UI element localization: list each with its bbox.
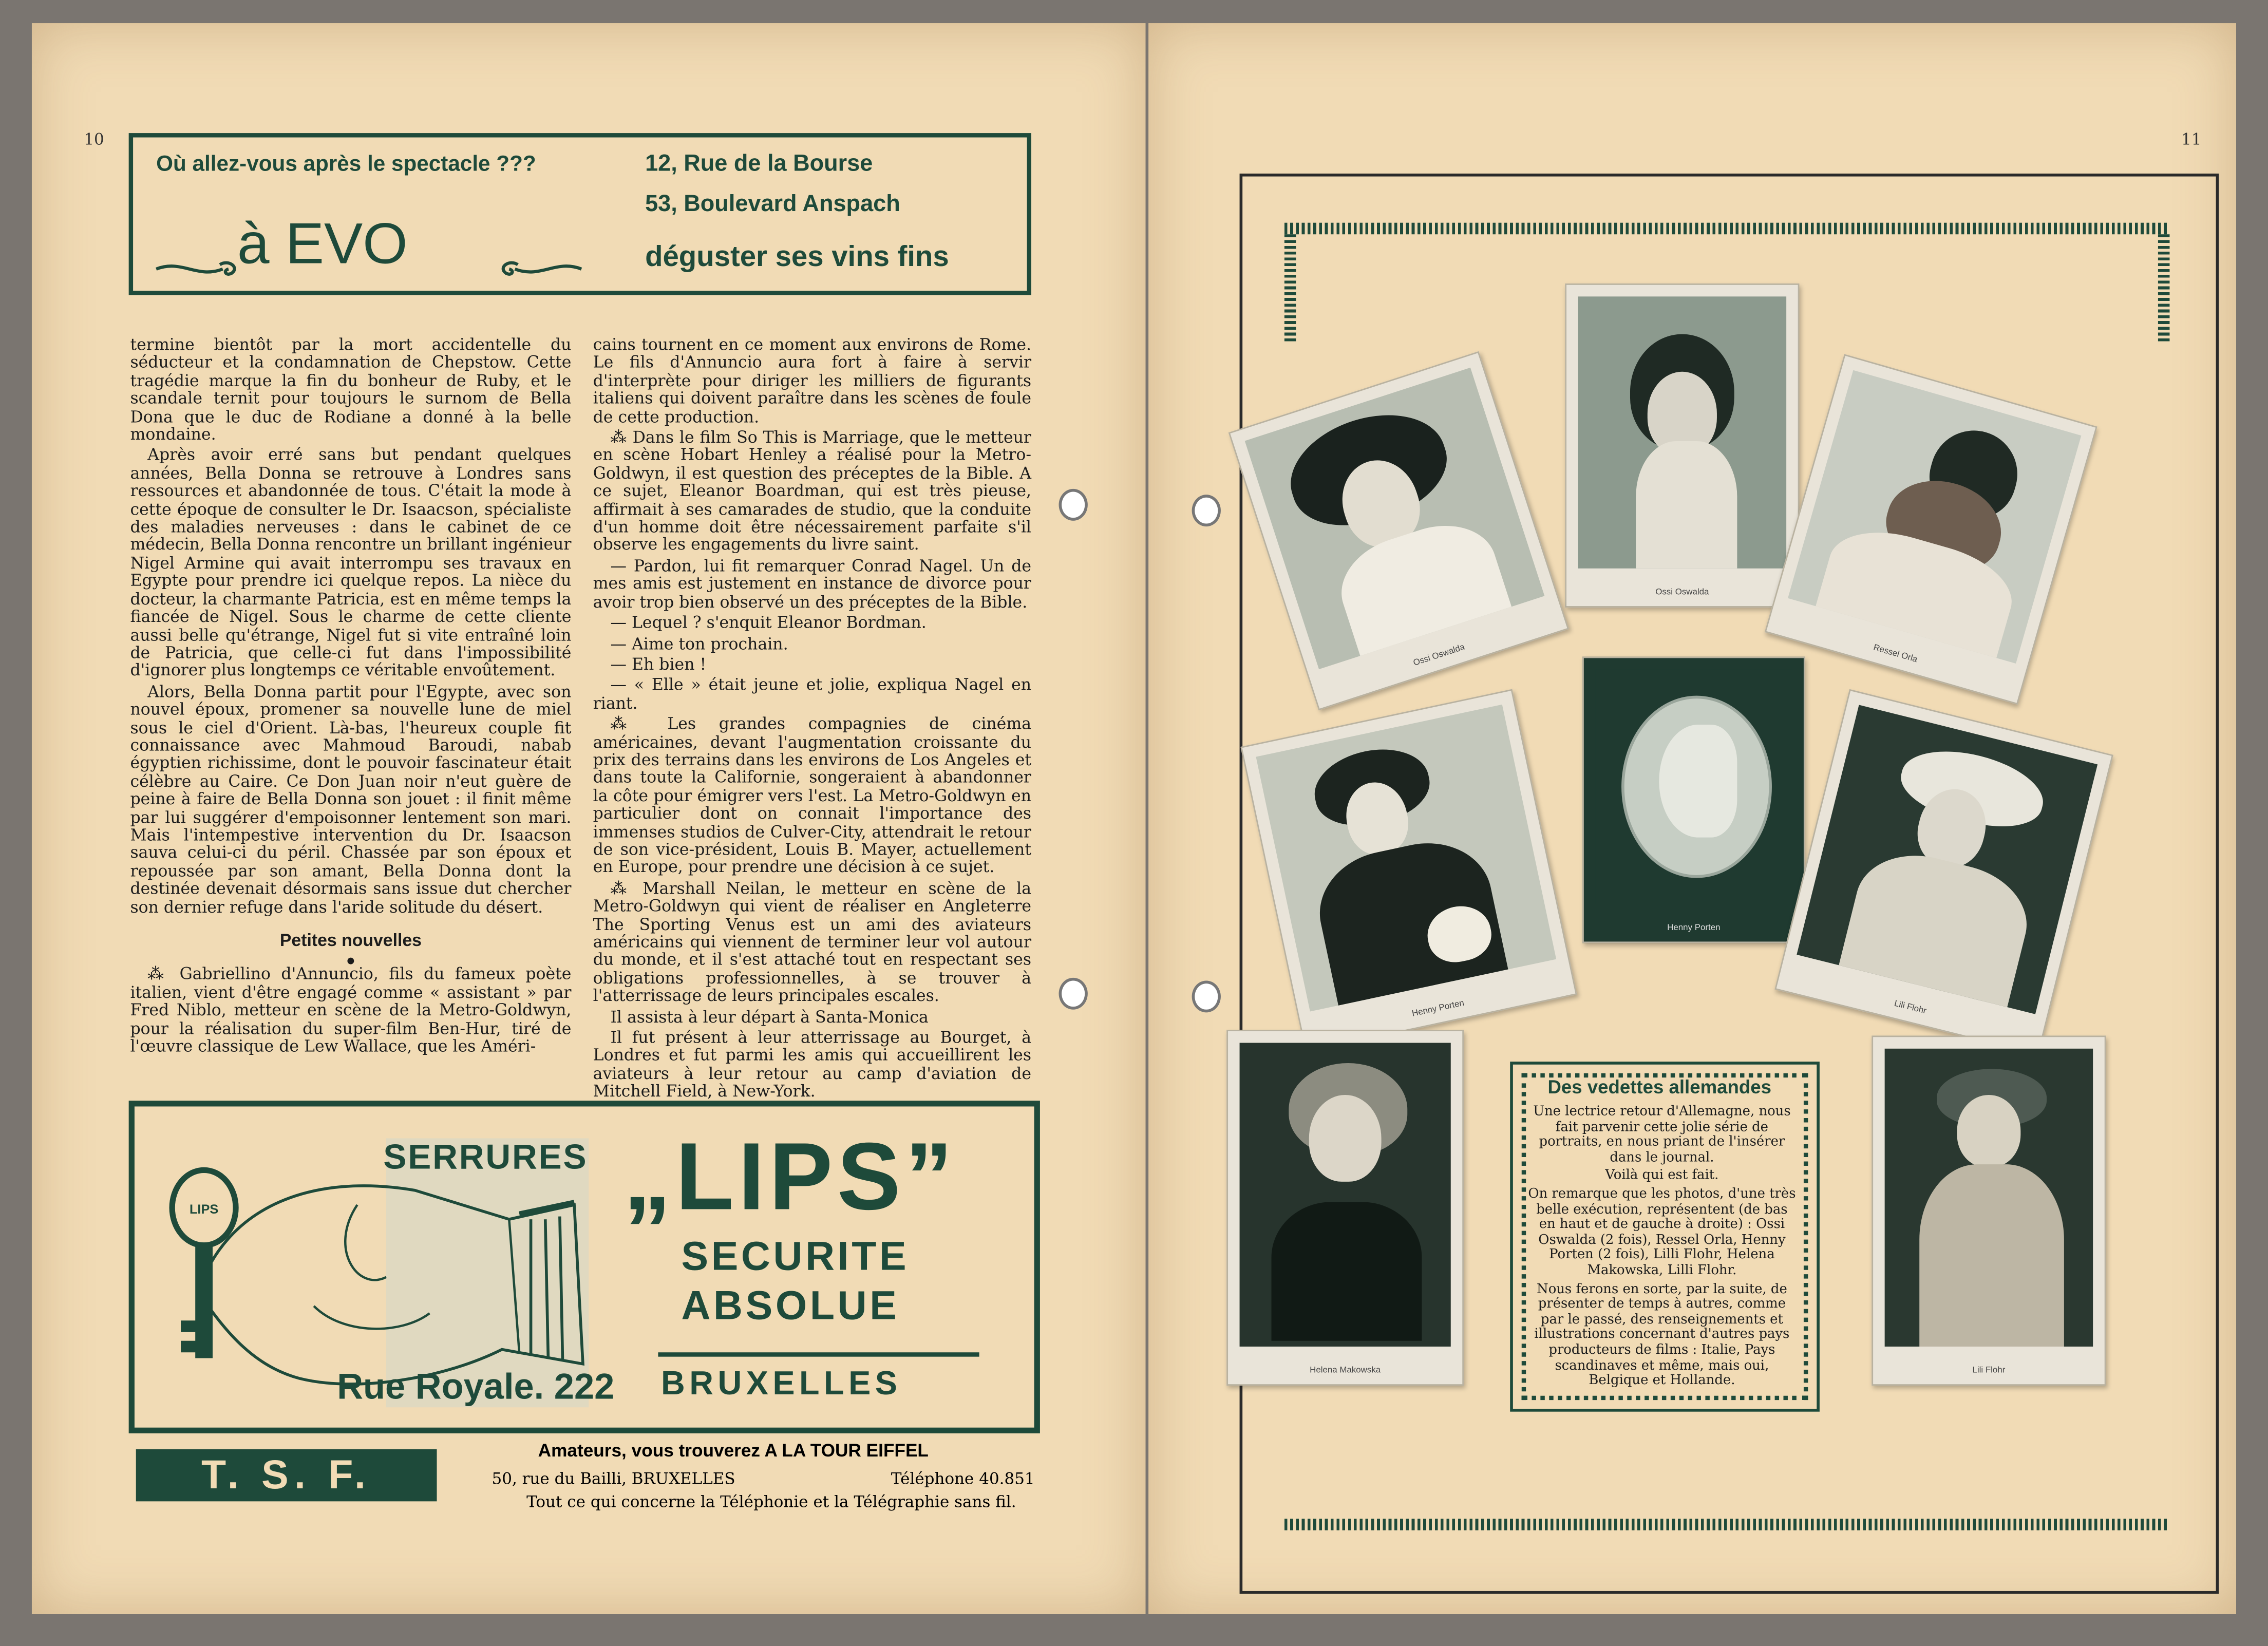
evo-brand: à EVO [237,212,408,276]
punch-hole [1059,489,1088,521]
paragraph: Il fut présent à leur atterrissage au Bourget, à Londres et fut parmi les amis qui accueillirent les aviateurs à leur retour au camp d'aviation de Mitchell Field, à New-York. [593,1028,1032,1101]
photo-caption: Ossi Oswalda [1655,589,1709,598]
article-column-right [593,337,1031,1104]
divider [658,1352,979,1356]
paragraph: Alors, Bella Donna partit pour l'Egypte, avec son nouvel époux, promener sa nouvelle lune de miel sous le ciel d'Orient. Là-bas, l'heureux couple fit connaissance avec Mahmoud Baroudi, nabab égyptien richissime, dont le pouvoir fascinateur était célèbre au Caire. Ce Don Juan noir n'eut guère de peine à faire de Bella Donna son jouet : il finit même par lui suggérer d'empoisonner lentement son mari. Mais l'intempestive intervention du Dr. Isaacson sauva celui-ci du péril. Chassée par son époux et repoussée par son amant, Bella Donna dont la destinée devenait désormais sans issue dut chercher son dernier refuge dans l'aride solitude du désert. [130,682,572,917]
paragraph: — Pardon, lui fit remarquer Conrad Nagel. Un de mes amis est justement en instance de divorce pour avoir trop bien observé un des préceptes de la Bible. [593,556,1032,612]
portrait-photo [1885,1049,2093,1347]
article-column-left [130,337,571,1060]
left-page [32,23,1146,1614]
section-heading: Petites nouvelles [279,930,422,951]
paragraph: Il assista à leur départ à Santa-Monica [610,1007,929,1027]
paragraph: Après avoir erré sans but pendant quelques années, Bella Donna se retrouve à Londres sans ressources et abandonnée de tous. C'était la mode à cette époque de consulter le Dr. Isaacson, spécialiste des maladies nerveuses : dans le cabinet de ce médecin, Bella Donna rencontre un brillant ingénieur Nigel Armine qui avait interrompu ses travaux en Egypte pour prendre ici quelque repos. La nièce du docteur, la charmante Patricia, est en même temps la fiancée de Nigel. Sous le charme de cette cliente aussi belle qu'étrange, Nigel fut si vite entraîné loin de Patricia, que celle-ci fut dans l'impossibilité d'ignorer plus longtemps ce véritable envoûtement. [130,446,572,680]
absolue-label: ABSOLUE [681,1283,900,1328]
portrait-photo [1578,296,1787,568]
photo-card [1872,1035,2106,1386]
dotted-border [1284,1519,2170,1530]
photo-caption: Henny Porten [1411,999,1465,1019]
tsf-line-1: Amateurs, vous trouverez A LA TOUR EIFFEL [538,1441,929,1461]
photo-caption: Ossi Oswalda [1412,644,1466,669]
punch-hole [1192,495,1221,526]
page-number: 11 [2181,130,2202,149]
lips-advertisement [129,1101,1040,1433]
key-label: LIPS [189,1202,219,1217]
flourish-left-icon [154,256,243,282]
paragraph: — Lequel ? s'enquit Eleanor Bordman. [610,613,927,632]
paragraph: ⁂ Gabriellino d'Annuncio, fils du fameux poète italien, vient d'être engagé comme « assistant » par Fred Niblo, metteur en scène de la Metro-Goldwyn, pour la réalisation du super-film Ben-Hur, tiré de l'œuvre classique de Lew Wallace, que les Améri- [130,965,572,1056]
evo-tagline: déguster ses vins fins [645,241,949,274]
evo-advertisement [129,133,1031,295]
tsf-line-3: Tout ce qui concerne la Téléphonie et la Télégraphie sans fil. [526,1492,1016,1512]
photo-caption: Lili Flohr [1972,1367,2006,1376]
right-page [1148,23,2236,1614]
lips-city: BRUXELLES [661,1364,902,1402]
dotted-border [1284,223,2170,235]
tsf-badge: T. S. F. [136,1449,437,1501]
paragraph: On remarque que les photos, d'une très belle exécution, représentent (de bas en haut et de gauche à droite) : Ossi Oswalda (2 fois), Ressel Orla, Henny Porten (2 fois), Lilli Flohr, Helena Makowska, Lilli Flohr. [1528,1186,1796,1279]
vedettes-title: Des vedettes allemandes [1547,1076,1771,1098]
page-number: 10 [84,130,104,149]
vedettes-text [1527,1105,1797,1393]
paragraph: ⁂ Dans le film So This is Marriage, que le metteur en scène Hobart Henley a réalisé pour la Metro-Goldwyn, il est question des préceptes de la Bible. A ce sujet, Eleanor Boardman, qui est très pieuse, affirmait à ses camarades de studio, que la conduite d'un homme doit être nécessairement parfaite s'il observe les engagements du livre saint. [593,428,1032,555]
photo-card [1565,283,1799,608]
paragraph: Nous ferons en sorte, par la suite, de présenter de temps à autres, comme par le passé, des renseignements et illustrations concernant d'autres pays producteurs de films : Italie, Pays scandinaves et même, mais oui, Belgique et Hollande. [1534,1280,1790,1389]
evo-question: Où allez-vous après le spectacle ??? [156,152,536,177]
evo-address-2: 53, Boulevard Anspach [645,192,900,217]
portrait-photo [1240,1043,1451,1347]
photo-caption: Lili Flohr [1893,1000,1927,1017]
photo-caption: Helena Makowska [1310,1367,1381,1376]
portrait-photo [1797,705,2097,1014]
tsf-address: 50, rue du Bailli, BRUXELLES [492,1469,735,1488]
tsf-phone: Téléphone 40.851 [891,1469,1035,1488]
securite-label: SECURITE [681,1234,910,1279]
photo-caption: Henny Porten [1667,924,1721,933]
paragraph: Voilà qui est fait. [1605,1167,1719,1184]
paragraph: Une lectrice retour d'Allemagne, nous fait parvenir cette jolie série de portraits, en nous priant de l'insérer dans le journal. [1533,1103,1791,1166]
punch-hole [1192,980,1221,1012]
photo-caption: Ressel Orla [1872,644,1918,665]
paragraph: termine bientôt par la mort accidentelle du séducteur et la condamnation de Chepstow. Cette tragédie marque la fin du bonheur de Ruby, et le scandale ternit pour toujours le surnom de Bella Dona que le duc de Rodiane a donné à la belle mondaine. [130,335,572,444]
evo-address-1: 12, Rue de la Bourse [645,152,873,177]
paragraph: — Eh bien ! [610,655,707,674]
photo-card [1582,657,1805,943]
paragraph: — « Elle » était jeune et jolie, expliqua Nagel en riant. [593,676,1032,713]
paragraph: cains tournent en ce moment aux environs de Rome. Le fils d'Annuncio aura fort à faire à servir d'interprète pour diriger les milliers de figurants italiens qui doivent paraître dans les scènes de foule de cette production. [593,335,1032,426]
dotted-border [1284,234,1296,343]
paragraph: — Aime ton prochain. [610,634,788,653]
paragraph: ⁂ Les grandes compagnies de cinéma américaines, devant l'augmentation croissante du prix des terrains dans les environs de Los Angeles et dans toute la Californie, songeraient à abandonner la côte pour émigrer vers l'est. La Metro-Goldwyn en particulier dont on connait l'importance des immenses studios de Culver-City, attendrait le retour de son vice-président, Louis B. Mayer, actuellement en Europe, pour prendre une décision à ce sujet. [593,714,1032,877]
portrait-photo [1595,670,1792,904]
bullet-ornament-icon: ● [347,956,355,967]
lips-address: Rue Royale. 222 [337,1367,615,1408]
dotted-border [2158,234,2170,343]
portrait-photo [1256,705,1556,1012]
portrait-photo [1788,370,2081,664]
lips-brand: „LIPS” [623,1122,957,1229]
paragraph: ⁂ Marshall Neilan, le metteur en scène de la Metro-Goldwyn qui vient de réaliser en Angleterre The Sporting Venus est un ami des aviateurs américains qui viennent de terminer leur vol autour du monde, et il s'est attaché tout en respectant ses obligations professionnelles, à se trouver à l'atterrissage de leurs principales escales. [593,879,1032,1006]
flourish-right-icon [495,256,584,282]
serrures-label: SERRURES [383,1138,588,1178]
photo-card [1226,1030,1464,1386]
punch-hole [1059,978,1088,1010]
